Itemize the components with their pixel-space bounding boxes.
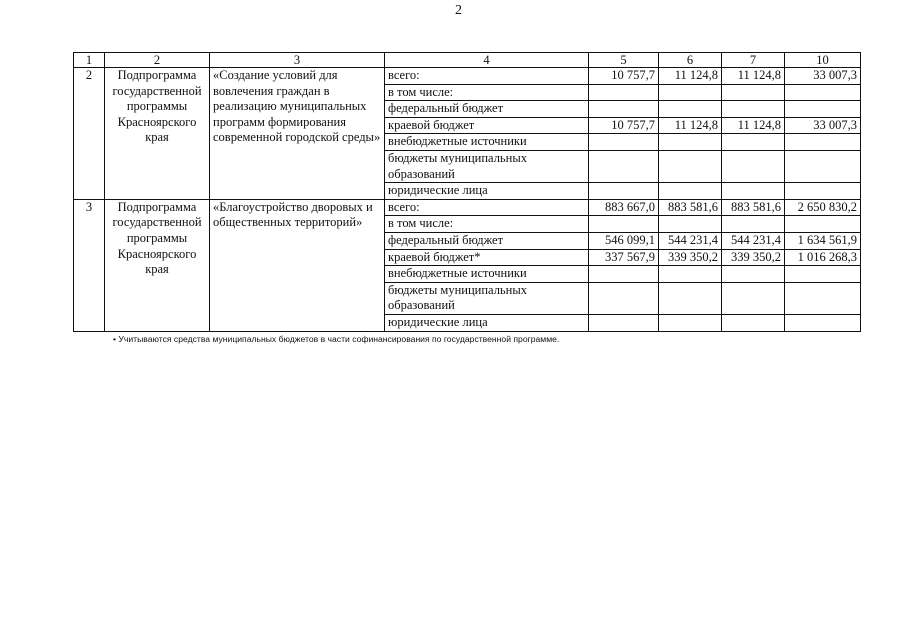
amount-cell-v5: 10 757,7	[589, 117, 659, 134]
amount-cell-v10	[785, 150, 861, 182]
column-header: 3	[210, 53, 385, 68]
amount-cell-v7	[722, 216, 785, 233]
funding-source-cell: всего:	[385, 199, 589, 216]
amount-cell-v5	[589, 183, 659, 200]
amount-cell-v10	[785, 314, 861, 331]
amount-cell-v10	[785, 266, 861, 283]
amount-cell-v10	[785, 282, 861, 314]
amount-cell-v5	[589, 266, 659, 283]
funding-source-cell: краевой бюджет*	[385, 249, 589, 266]
table-row	[74, 199, 861, 216]
amount-cell-v6: 883 581,6	[659, 199, 722, 216]
amount-cell-v7	[722, 134, 785, 151]
amount-cell-v10	[785, 101, 861, 118]
header-row	[74, 53, 861, 68]
funding-source-cell: федеральный бюджет	[385, 101, 589, 118]
amount-cell-v6	[659, 84, 722, 101]
amount-cell-v10: 1 016 268,3	[785, 249, 861, 266]
amount-cell-v6	[659, 282, 722, 314]
amount-cell-v7	[722, 282, 785, 314]
page-number: 2	[455, 3, 462, 18]
amount-cell-v10	[785, 84, 861, 101]
amount-cell-v10	[785, 216, 861, 233]
funding-source-cell: внебюджетные источники	[385, 266, 589, 283]
amount-cell-v7: 11 124,8	[722, 68, 785, 85]
column-header: 2	[105, 53, 210, 68]
row-number-cell: 2	[74, 68, 105, 200]
amount-cell-v6	[659, 134, 722, 151]
amount-cell-v6	[659, 216, 722, 233]
amount-cell-v10: 33 007,3	[785, 117, 861, 134]
column-header: 10	[785, 53, 861, 68]
table-body	[74, 53, 861, 332]
column-header: 6	[659, 53, 722, 68]
subprogram-name-cell: «Создание условий для вовлечения граждан в реализацию муниципальных программ формирования современной городской среды»	[210, 68, 385, 200]
amount-cell-v5: 337 567,9	[589, 249, 659, 266]
amount-cell-v5	[589, 84, 659, 101]
amount-cell-v5	[589, 150, 659, 182]
column-header: 7	[722, 53, 785, 68]
amount-cell-v6: 11 124,8	[659, 117, 722, 134]
amount-cell-v7: 544 231,4	[722, 232, 785, 249]
footnote: • Учитываются средства муниципальных бюджетов в части софинансирования по государственной программе.	[113, 334, 560, 344]
funding-source-cell: юридические лица	[385, 183, 589, 200]
column-header: 5	[589, 53, 659, 68]
amount-cell-v7: 339 350,2	[722, 249, 785, 266]
amount-cell-v5	[589, 216, 659, 233]
amount-cell-v5	[589, 282, 659, 314]
column-header: 4	[385, 53, 589, 68]
amount-cell-v6: 11 124,8	[659, 68, 722, 85]
amount-cell-v10	[785, 183, 861, 200]
status-cell: Подпрограмма государственной программы Красноярского края	[105, 199, 210, 331]
subprogram-name-cell: «Благоустройство дворовых и общественных территорий»	[210, 199, 385, 331]
amount-cell-v5: 546 099,1	[589, 232, 659, 249]
amount-cell-v10: 2 650 830,2	[785, 199, 861, 216]
funding-source-cell: в том числе:	[385, 84, 589, 101]
status-cell: Подпрограмма государственной программы Красноярского края	[105, 68, 210, 200]
amount-cell-v5: 883 667,0	[589, 199, 659, 216]
funding-source-cell: внебюджетные источники	[385, 134, 589, 151]
row-number-cell: 3	[74, 199, 105, 331]
funding-source-cell: бюджеты муниципальных образований	[385, 150, 589, 182]
amount-cell-v6	[659, 101, 722, 118]
amount-cell-v6	[659, 183, 722, 200]
budget-table	[73, 52, 861, 332]
amount-cell-v5	[589, 314, 659, 331]
amount-cell-v7	[722, 266, 785, 283]
column-header: 1	[74, 53, 105, 68]
amount-cell-v6: 339 350,2	[659, 249, 722, 266]
amount-cell-v7	[722, 150, 785, 182]
table-row	[74, 68, 861, 85]
funding-source-cell: юридические лица	[385, 314, 589, 331]
amount-cell-v6	[659, 314, 722, 331]
amount-cell-v6: 544 231,4	[659, 232, 722, 249]
amount-cell-v5	[589, 101, 659, 118]
funding-source-cell: всего:	[385, 68, 589, 85]
funding-source-cell: краевой бюджет	[385, 117, 589, 134]
amount-cell-v7	[722, 101, 785, 118]
amount-cell-v7	[722, 183, 785, 200]
amount-cell-v6	[659, 266, 722, 283]
amount-cell-v7: 883 581,6	[722, 199, 785, 216]
amount-cell-v6	[659, 150, 722, 182]
amount-cell-v7	[722, 314, 785, 331]
amount-cell-v10: 1 634 561,9	[785, 232, 861, 249]
amount-cell-v5: 10 757,7	[589, 68, 659, 85]
funding-source-cell: федеральный бюджет	[385, 232, 589, 249]
amount-cell-v5	[589, 134, 659, 151]
amount-cell-v7	[722, 84, 785, 101]
amount-cell-v7: 11 124,8	[722, 117, 785, 134]
funding-source-cell: в том числе:	[385, 216, 589, 233]
amount-cell-v10	[785, 134, 861, 151]
amount-cell-v10: 33 007,3	[785, 68, 861, 85]
funding-source-cell: бюджеты муниципальных образований	[385, 282, 589, 314]
